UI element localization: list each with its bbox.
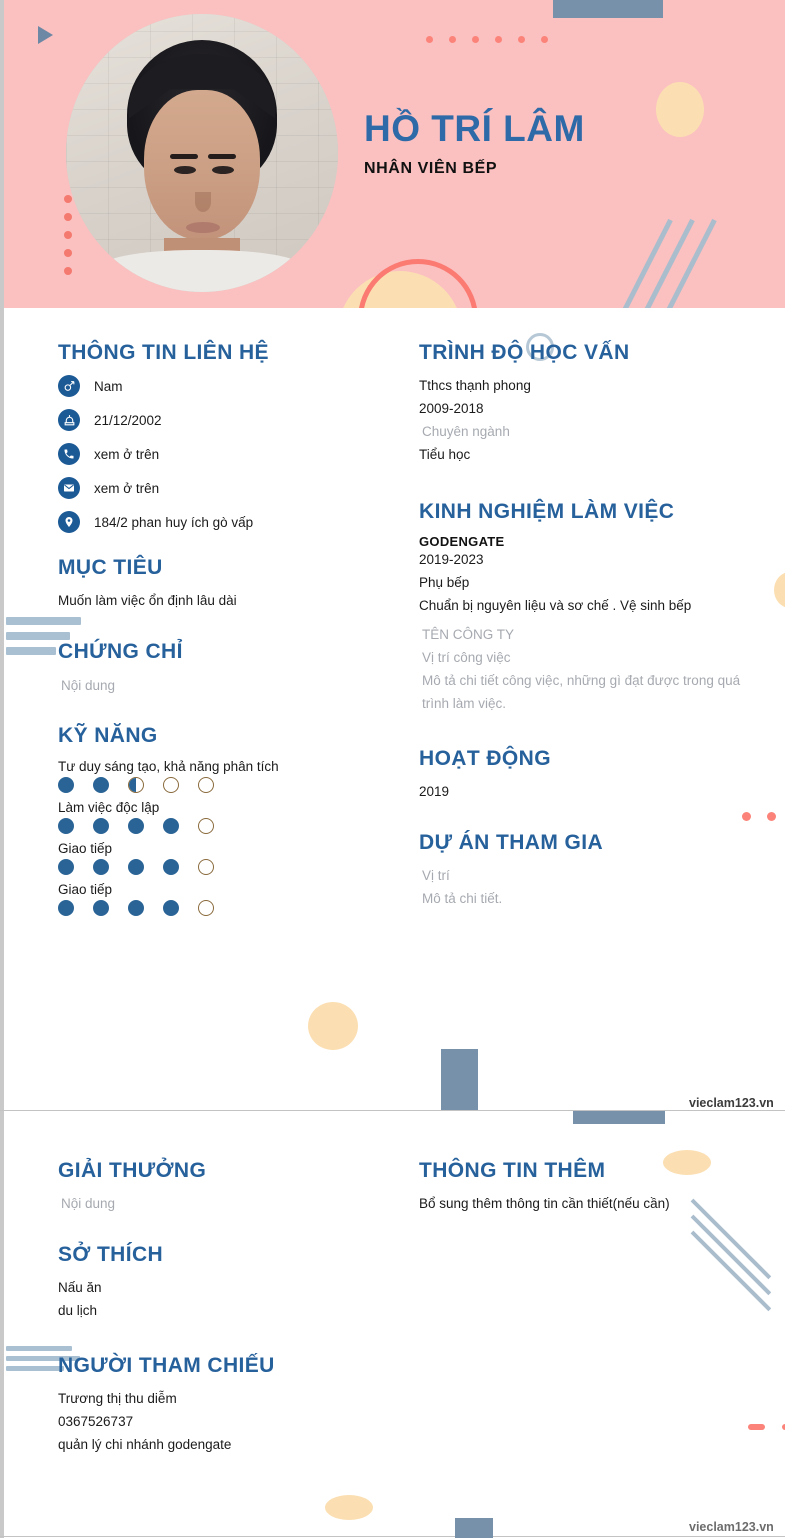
education-level: Tiểu học xyxy=(419,447,471,462)
section-additional xyxy=(419,1158,759,1216)
skill-rating-dot[interactable] xyxy=(93,777,109,793)
skill-rating-dot[interactable] xyxy=(58,777,74,793)
contact-row-email xyxy=(58,477,388,499)
hobby-line: Nấu ăn xyxy=(58,1280,102,1296)
skill-rating-dot[interactable] xyxy=(198,818,214,834)
hobby-line: du lịch xyxy=(58,1303,98,1319)
avatar-mouth xyxy=(186,222,220,233)
certificate-placeholder: Nội dung xyxy=(61,677,116,693)
education-years: 2009-2018 xyxy=(419,401,484,417)
skill-rating-dot[interactable] xyxy=(163,900,179,916)
avatar xyxy=(66,14,338,292)
email-icon xyxy=(58,477,80,499)
experience-position: Phụ bếp xyxy=(419,575,470,591)
header-coral-dot-row xyxy=(426,36,548,43)
contact-value-location: 184/2 phan huy ích gò vấp xyxy=(94,514,254,530)
peach-ellipse-bottom xyxy=(325,1495,373,1520)
skill-rating-dot[interactable] xyxy=(58,818,74,834)
skill-rating-dot[interactable] xyxy=(128,900,144,916)
job-title: NHÂN VIÊN BẾP xyxy=(364,160,498,177)
avatar-brow-right xyxy=(208,154,236,159)
contact-row-birthday xyxy=(58,409,388,431)
awards-placeholder: Nội dung xyxy=(61,1196,116,1212)
right-column-page1 xyxy=(419,340,759,933)
skill-label: Giao tiếp xyxy=(58,881,113,897)
activities-year: 2019 xyxy=(419,783,450,799)
header-peach-ellipse xyxy=(656,82,704,137)
projects-placeholder-position: Vị trí xyxy=(422,868,450,883)
skill-rating-dot[interactable] xyxy=(128,859,144,875)
contact-row-phone xyxy=(58,443,388,465)
skill-rating-dot[interactable] xyxy=(58,859,74,875)
education-major-placeholder: Chuyên ngành xyxy=(422,424,510,440)
section-title-projects: DỰ ÁN THAM GIA xyxy=(419,830,604,854)
skill-rating-dot[interactable] xyxy=(128,777,144,793)
skill-item xyxy=(58,759,388,793)
additional-text: Bổ sung thêm thông tin cần thiết(nếu cần) xyxy=(419,1196,670,1212)
reference-line: 0367526737 xyxy=(58,1414,134,1430)
section-education xyxy=(419,340,759,467)
skills-list xyxy=(58,759,388,916)
section-activities xyxy=(419,746,759,804)
peach-circle-right xyxy=(774,572,785,608)
section-title-contact: THÔNG TIN LIÊN HỆ xyxy=(58,341,269,364)
skill-rating-dot[interactable] xyxy=(58,900,74,916)
page-break-divider xyxy=(0,1110,785,1111)
section-title-skills: KỸ NĂNG xyxy=(58,724,158,748)
skill-label: Giao tiếp xyxy=(58,840,113,856)
section-certificate xyxy=(58,639,388,697)
section-title-references: NGƯỜI THAM CHIẾU xyxy=(58,1354,275,1378)
page-bottom-divider xyxy=(0,1536,785,1537)
watermark-page1: vieclam123.vn xyxy=(689,1096,774,1110)
contact-value-email: xem ở trên xyxy=(94,480,160,496)
experience-placeholder-desc: Mô tả chi tiết công việc, những gì đạt được trong quá trình làm việc. xyxy=(422,672,741,711)
section-references xyxy=(58,1353,388,1457)
section-contact xyxy=(58,340,388,533)
left-column-page2 xyxy=(58,1158,388,1479)
skill-rating[interactable] xyxy=(58,818,388,834)
peach-circle-mid xyxy=(308,1002,358,1050)
phone-icon xyxy=(58,443,80,465)
coral-dash-row xyxy=(748,1424,785,1430)
skill-rating-dot[interactable] xyxy=(198,900,214,916)
triangle-icon xyxy=(38,26,53,44)
section-projects xyxy=(419,830,759,911)
experience-placeholder-company: TÊN CÔNG TY xyxy=(422,626,515,642)
section-title-activities: HOẠT ĐỘNG xyxy=(419,746,551,770)
contact-row-gender xyxy=(58,375,388,397)
section-awards xyxy=(58,1158,388,1216)
section-title-education: TRÌNH ĐỘ HỌC VẤN xyxy=(419,341,630,364)
section-skills xyxy=(58,723,388,915)
skill-rating-dot[interactable] xyxy=(93,900,109,916)
skill-rating-dot[interactable] xyxy=(198,859,214,875)
header-dome-decoration xyxy=(336,259,478,308)
section-title-objective: MỤC TIÊU xyxy=(58,556,163,580)
skill-rating-dot[interactable] xyxy=(128,818,144,834)
experience-description: Chuẩn bị nguyên liệu và sơ chế . Vệ sinh bếp xyxy=(419,598,692,613)
skill-rating-dot[interactable] xyxy=(163,818,179,834)
section-title-additional: THÔNG TIN THÊM xyxy=(419,1159,606,1182)
projects-placeholder-desc: Mô tả chi tiết. xyxy=(422,890,503,906)
watermark-page2: vieclam123.vn xyxy=(689,1520,774,1534)
avatar-nose xyxy=(195,192,211,212)
header-diagonal-lines xyxy=(668,220,785,308)
skill-rating-dot[interactable] xyxy=(163,859,179,875)
section-objective xyxy=(58,555,388,613)
skill-label: Làm việc độc lập xyxy=(58,799,160,815)
dome-arc xyxy=(358,259,478,308)
contact-value-gender: Nam xyxy=(94,378,123,394)
section-experience xyxy=(419,499,759,716)
contact-value-phone: xem ở trên xyxy=(94,446,160,462)
left-column-page1 xyxy=(58,340,388,938)
skill-rating-dot[interactable] xyxy=(163,777,179,793)
slate-bar-tall xyxy=(441,1049,478,1110)
gender-icon xyxy=(58,375,80,397)
skill-item xyxy=(58,841,388,875)
page-title: HỒ TRÍ LÂM xyxy=(364,108,585,149)
header-slate-rectangle xyxy=(553,0,663,18)
slate-bar-wide xyxy=(573,1111,665,1124)
objective-text: Muốn làm việc ổn định lâu dài xyxy=(58,593,237,609)
education-school: Tthcs thạnh phong xyxy=(419,378,531,394)
avatar-shirt xyxy=(97,250,307,292)
skill-rating-dot[interactable] xyxy=(198,777,214,793)
reference-line: quản lý chi nhánh godengate xyxy=(58,1437,232,1453)
section-title-awards: GIẢI THƯỞNG xyxy=(58,1159,207,1182)
contact-row-location xyxy=(58,511,388,533)
right-column-page2 xyxy=(419,1158,759,1238)
reference-line: Trương thị thu diễm xyxy=(58,1391,177,1407)
avatar-eye-right xyxy=(212,166,234,174)
skill-rating[interactable] xyxy=(58,859,388,875)
cv-header-banner xyxy=(4,0,785,308)
avatar-brow-left xyxy=(170,154,198,159)
section-title-experience: KINH NGHIỆM LÀM VIỆC xyxy=(419,499,675,523)
skill-label: Tư duy sáng tạo, khả năng phân tích xyxy=(58,758,279,774)
skill-item xyxy=(58,800,388,834)
section-title-hobbies: SỞ THÍCH xyxy=(58,1243,164,1267)
skill-rating[interactable] xyxy=(58,900,388,916)
skill-rating-dot[interactable] xyxy=(93,859,109,875)
birthday-icon xyxy=(58,409,80,431)
skill-rating[interactable] xyxy=(58,777,388,793)
slate-bar-bottom xyxy=(455,1518,493,1538)
section-hobbies xyxy=(58,1242,388,1323)
skill-rating-dot[interactable] xyxy=(93,818,109,834)
experience-years: 2019-2023 xyxy=(419,552,484,568)
location-icon xyxy=(58,511,80,533)
contact-value-birthday: 21/12/2002 xyxy=(94,412,162,428)
section-title-certificate: CHỨNG CHỈ xyxy=(58,640,183,664)
experience-placeholder-position: Vị trí công việc xyxy=(422,649,511,665)
experience-company: GODENGATE xyxy=(419,534,505,550)
skill-item xyxy=(58,882,388,916)
avatar-eye-left xyxy=(174,166,196,174)
avatar-face xyxy=(144,90,260,240)
